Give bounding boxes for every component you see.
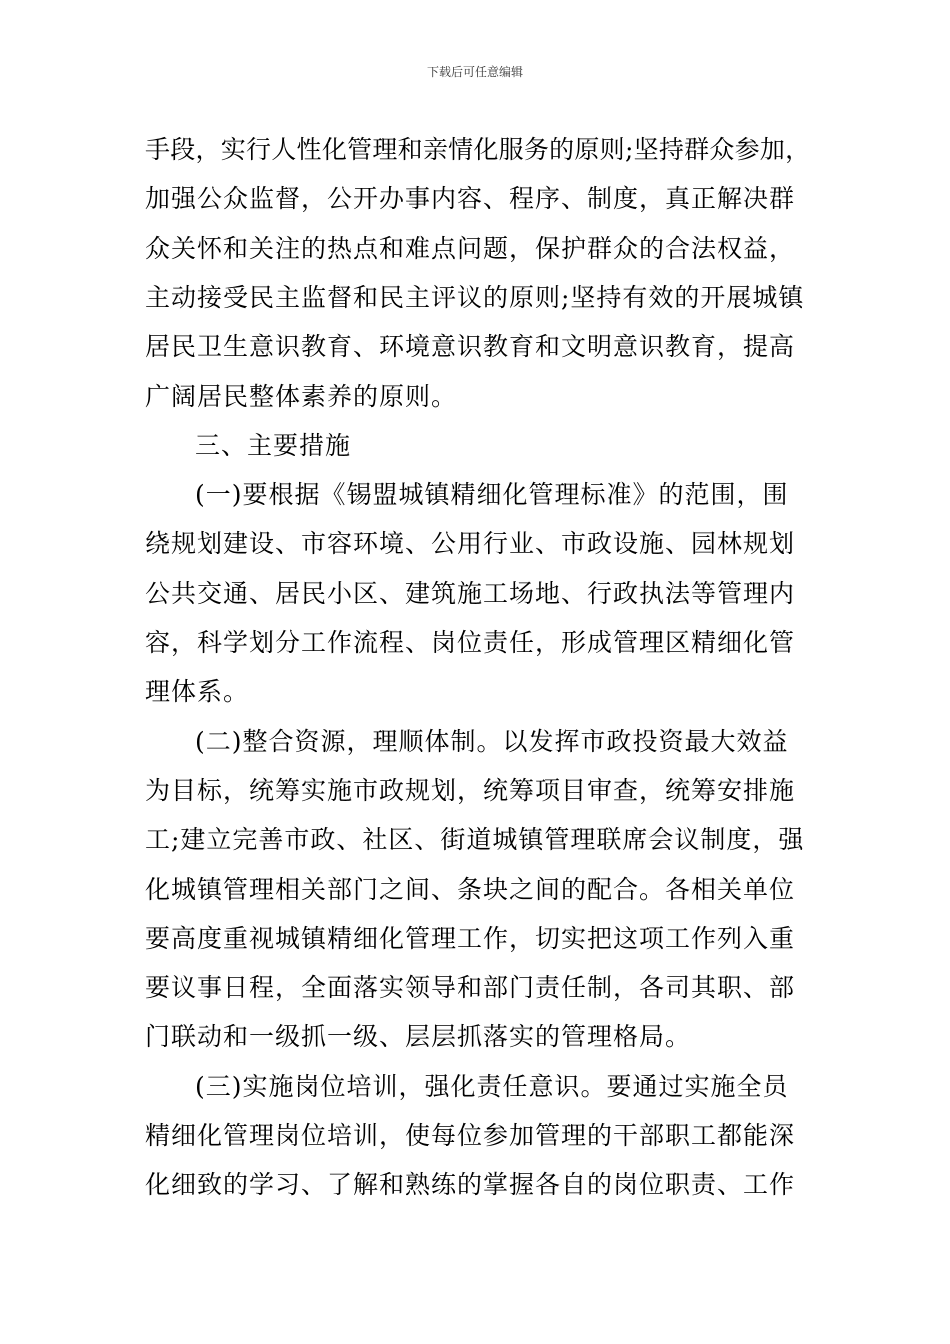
text-line: (二)整合资源，理顺体制。以发挥市政投资最大效益 [195,726,789,756]
text-line: 主动接受民主监督和民主评议的原则;坚持有效的开展城镇 [145,282,805,312]
text-line: 众关怀和关注的热点和难点问题，保护群众的合法权益， [145,233,796,263]
text-line: 工;建立完善市政、社区、街道城镇管理联席会议制度，强 [145,825,805,855]
text-line: 容，科学划分工作流程、岗位责任，形成管理区精细化管 [145,628,796,657]
text-line: 绕规划建设、市容环境、公用行业、市政设施、园林规划 [145,529,796,559]
text-line: 手段，实行人性化管理和亲情化服务的原则;坚持群众参加， [145,135,811,164]
text-line: 广阔居民整体素养的原则。 [145,381,458,411]
text-line: 要高度重视城镇精细化管理工作，切实把这项工作列入重 [145,923,796,953]
text-line: 化细致的学习、了解和熟练的掌握各自的岗位职责、工作 [145,1170,796,1200]
text-line: 加强公众监督，公开办事内容、程序、制度，真正解决群 [145,184,796,214]
text-line: (一)要根据《锡盟城镇精细化管理标准》的范围，围 [195,480,789,510]
text-line: 精细化管理岗位培训，使每位参加管理的干部职工都能深 [145,1121,796,1150]
text-line: 居民卫生意识教育、环境意识教育和文明意识教育，提高 [145,332,796,362]
text-line: 要议事日程，全面落实领导和部门责任制，各司其职、部 [145,973,796,1003]
page-header: 下载后可任意编辑 [426,65,523,79]
text-line: 为目标，统筹实施市政规划，统筹项目审查，统筹安排施 [145,775,796,805]
text-line: 理体系。 [145,677,250,707]
text-line: (三)实施岗位培训，强化责任意识。要通过实施全员 [195,1071,789,1101]
text-line: 门联动和一级抓一级、层层抓落实的管理格局。 [145,1022,692,1052]
text-line: 公共交通、居民小区、建筑施工场地、行政执法等管理内 [145,578,796,608]
text-line: 化城镇管理相关部门之间、条块之间的配合。各相关单位 [145,874,796,904]
section-heading: 三、主要措施 [195,430,352,460]
